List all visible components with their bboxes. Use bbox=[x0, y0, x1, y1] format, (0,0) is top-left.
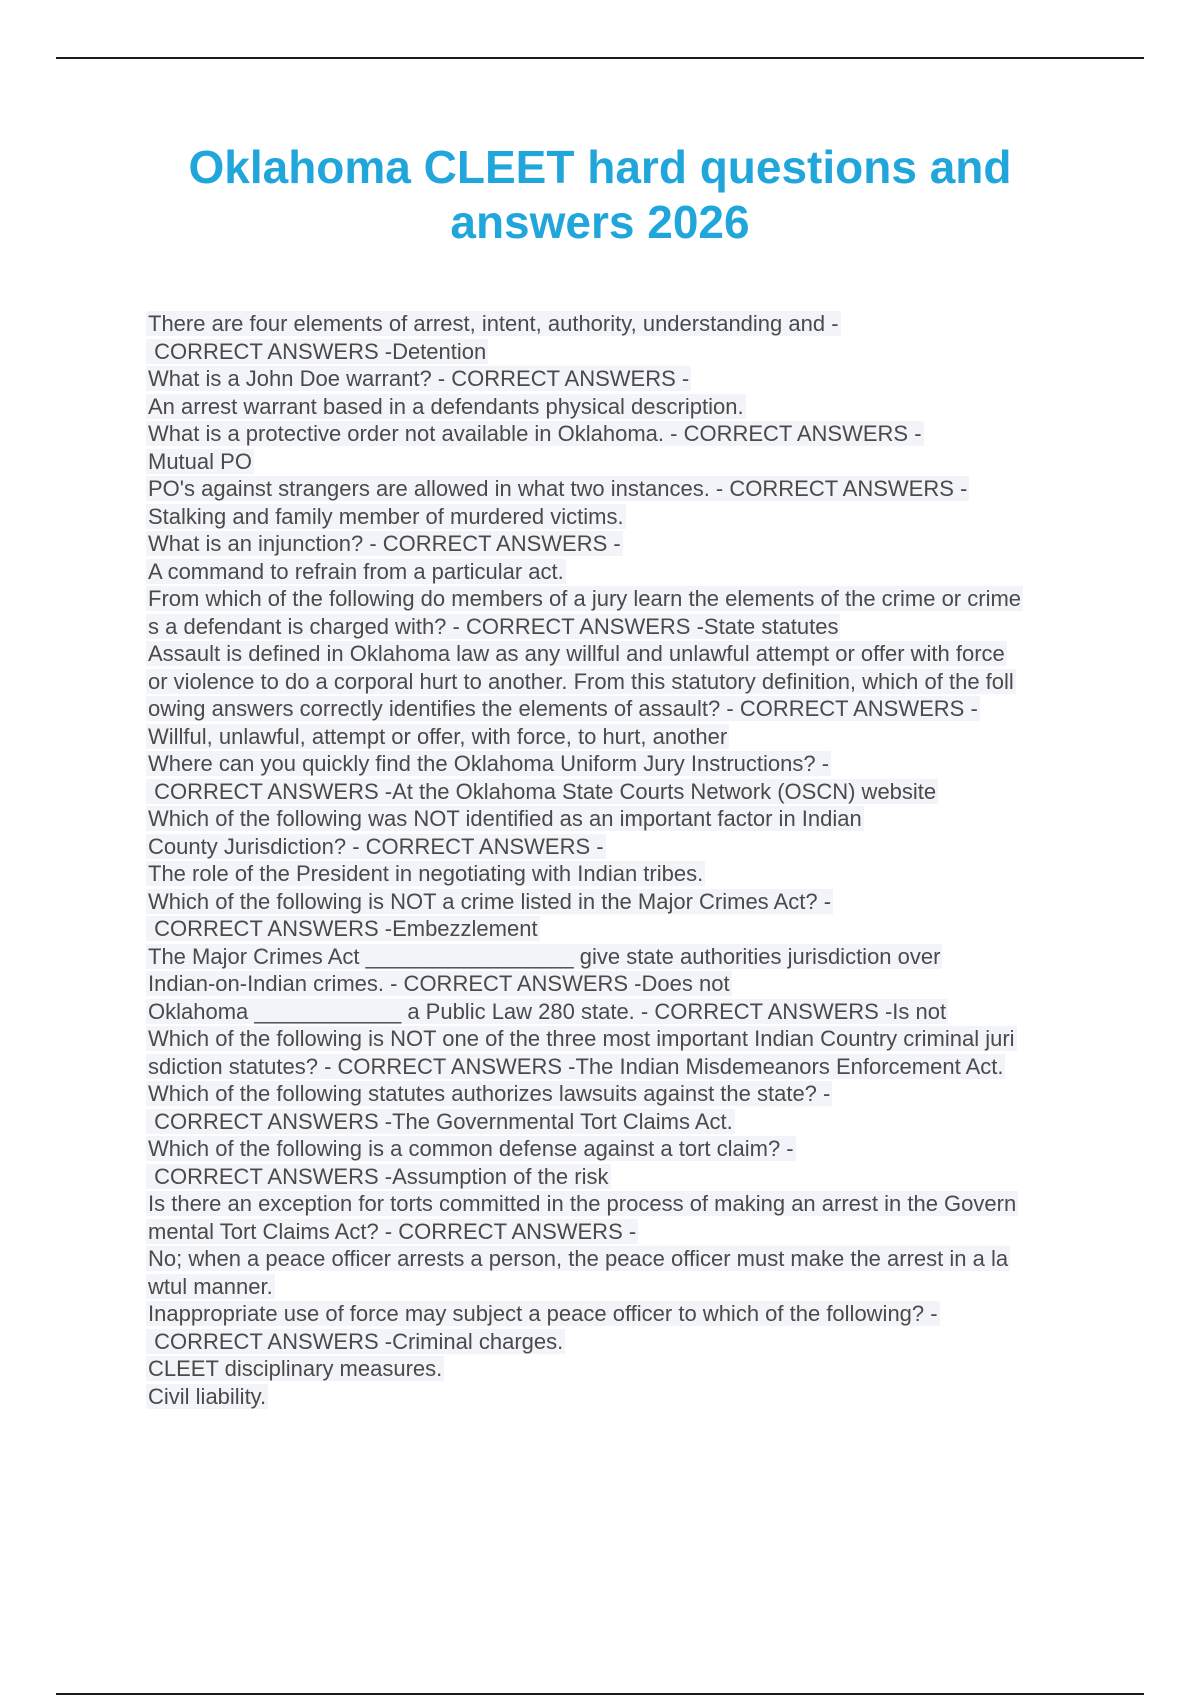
text-line: Indian-on-Indian crimes. - CORRECT ANSWERS -Does not bbox=[148, 971, 730, 996]
text-line: What is an injunction? - CORRECT ANSWERS - bbox=[148, 531, 621, 556]
text-line: There are four elements of arrest, intent, authority, understanding and - bbox=[148, 311, 839, 336]
text-line: No; when a peace officer arrests a person, the peace officer must make the arrest in a la bbox=[148, 1246, 1009, 1271]
text-line: Which of the following is a common defense against a tort claim? - bbox=[148, 1136, 794, 1161]
text-line: What is a protective order not available in Oklahoma. - CORRECT ANSWERS - bbox=[148, 421, 922, 446]
text-line: Which of the following is NOT one of the three most important Indian Country criminal juri bbox=[148, 1026, 1015, 1051]
text-line: Mutual PO bbox=[148, 448, 252, 474]
text-line: CORRECT ANSWERS -Detention bbox=[148, 338, 487, 364]
text-line: From which of the following do members of a jury learn the elements of the crime or crime bbox=[148, 586, 1022, 611]
text-line: Where can you quickly find the Oklahoma Uniform Jury Instructions? - bbox=[148, 751, 830, 776]
text-line: A command to refrain from a particular act. bbox=[148, 558, 564, 584]
text-line: Civil liability. bbox=[148, 1383, 267, 1409]
text-line: The Major Crimes Act _________________ give state authorities jurisdiction over bbox=[148, 943, 941, 969]
text-line: PO's against strangers are allowed in what two instances. - CORRECT ANSWERS - bbox=[148, 476, 968, 501]
text-line: wtul manner. bbox=[148, 1273, 273, 1299]
text-line: Which of the following was NOT identified as an important factor in Indian bbox=[148, 806, 862, 831]
text-line: CORRECT ANSWERS -Embezzlement bbox=[148, 916, 538, 941]
text-line: CORRECT ANSWERS -Assumption of the risk bbox=[148, 1163, 609, 1189]
text-line: Which of the following is NOT a crime listed in the Major Crimes Act? - bbox=[148, 888, 832, 914]
text-line: Is there an exception for torts committed in the process of making an arrest in the Govern bbox=[148, 1191, 1017, 1216]
text-line: Assault is defined in Oklahoma law as any willful and unlawful attempt or offer with force bbox=[148, 641, 1005, 666]
document-body bbox=[146, 310, 1086, 1410]
bottom-rule bbox=[56, 1693, 1144, 1695]
text-line: CORRECT ANSWERS -The Governmental Tort Claims Act. bbox=[148, 1108, 733, 1134]
text-line: or violence to do a corporal hurt to another. From this statutory definition, which of the foll bbox=[148, 668, 1014, 694]
text-line: CORRECT ANSWERS -Criminal charges. bbox=[148, 1328, 564, 1354]
text-line: What is a John Doe warrant? - CORRECT ANSWERS - bbox=[148, 366, 690, 391]
text-line: s a defendant is charged with? - CORRECT ANSWERS -State statutes bbox=[148, 613, 839, 639]
text-line: CLEET disciplinary measures. bbox=[148, 1356, 443, 1381]
text-line: Which of the following statutes authorizes lawsuits against the state? - bbox=[148, 1081, 831, 1106]
title-line: Oklahoma CLEET hard questions and bbox=[188, 141, 1012, 193]
text-line: The role of the President in negotiating with Indian tribes. bbox=[148, 861, 704, 886]
text-line: An arrest warrant based in a defendants physical description. bbox=[148, 393, 744, 419]
text-line: sdiction statutes? - CORRECT ANSWERS -The Indian Misdemeanors Enforcement Act. bbox=[148, 1053, 1004, 1079]
text-line: owing answers correctly identifies the elements of assault? - CORRECT ANSWERS - bbox=[148, 696, 978, 721]
title-line: answers 2026 bbox=[450, 196, 750, 248]
text-line: Stalking and family member of murdered victims. bbox=[148, 503, 624, 529]
text-line: County Jurisdiction? - CORRECT ANSWERS - bbox=[148, 833, 604, 859]
text-line: Oklahoma ____________ a Public Law 280 state. - CORRECT ANSWERS -Is not bbox=[148, 998, 947, 1024]
text-line: CORRECT ANSWERS -At the Oklahoma State Courts Network (OSCN) website bbox=[148, 778, 937, 804]
text-line: Willful, unlawful, attempt or offer, with force, to hurt, another bbox=[148, 723, 728, 749]
text-line: mental Tort Claims Act? - CORRECT ANSWERS - bbox=[148, 1218, 637, 1244]
document-title bbox=[0, 140, 1200, 250]
text-line: Inappropriate use of force may subject a peace officer to which of the following? - bbox=[148, 1301, 938, 1326]
top-rule bbox=[56, 57, 1144, 59]
